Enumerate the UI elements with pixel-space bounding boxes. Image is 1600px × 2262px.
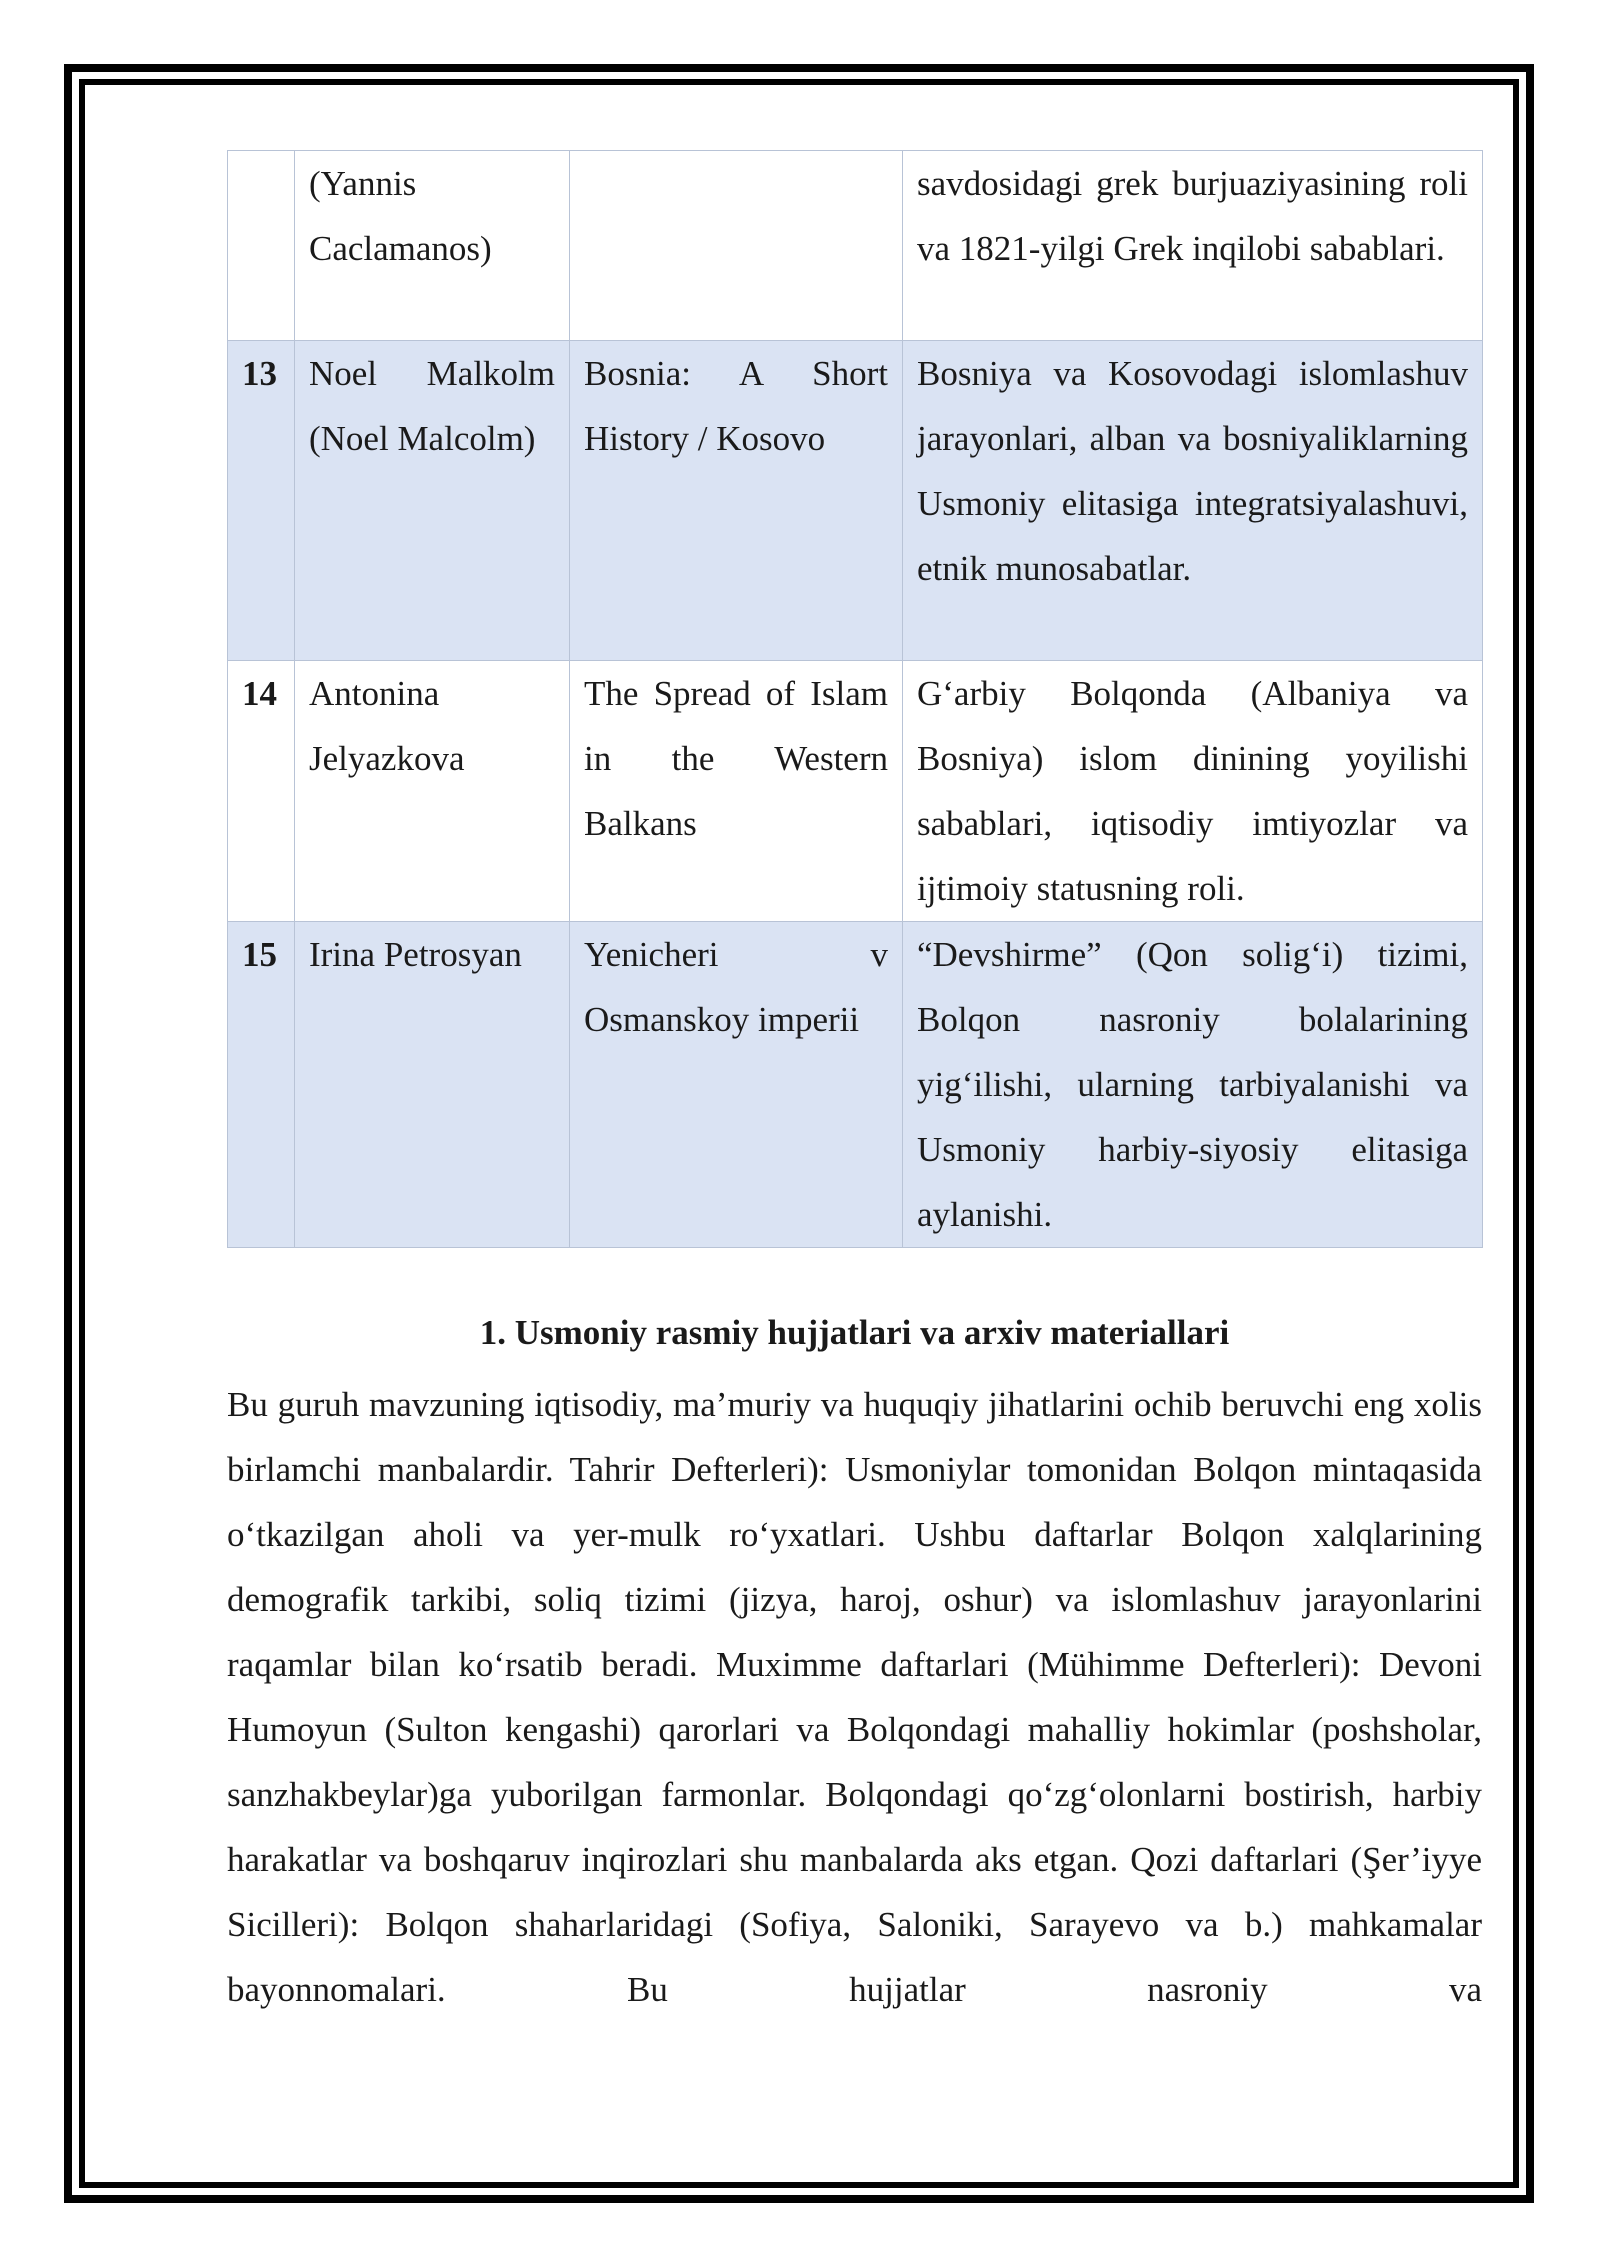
- row-description: “Devshirme” (Qon solig‘i) tizimi, Bolqon nasroniy bolalarining yig‘ilishi, ularning tarbiyalanishi va Usmoniy harbiy-siyosiy elitasiga aylanishi.: [903, 922, 1483, 1248]
- row-author: Antonina Jelyazkova: [295, 661, 570, 922]
- table-row: [228, 661, 1483, 922]
- row-title: [570, 151, 903, 341]
- row-description: G‘arbiy Bolqonda (Albaniya va Bosniya) islom dinining yoyilishi sabablari, iqtisodiy imtiyozlar va ijtimoiy statusning roli.: [903, 661, 1483, 922]
- table-row: [228, 151, 1483, 341]
- row-number: 15: [228, 922, 295, 1248]
- row-number: 14: [228, 661, 295, 922]
- row-description: Bosniya va Kosovodagi islomlashuv jarayonlari, alban va bosniyaliklarning Usmoniy elitasiga integratsiyalashuvi, etnik munosabatlar.: [903, 341, 1483, 661]
- row-number: 13: [228, 341, 295, 661]
- row-title: The Spread of Islam in the Western Balkans: [570, 661, 903, 922]
- row-author: Irina Petrosyan: [295, 922, 570, 1248]
- row-author: (Yannis Caclamanos): [295, 151, 570, 341]
- row-number: [228, 151, 295, 341]
- section-heading: 1. Usmoniy rasmiy hujjatlari va arxiv materiallari: [479, 1313, 1230, 1352]
- section-paragraph: Bu guruh mavzuning iqtisodiy, ma’muriy va huquqiy jihatlarini ochib beruvchi eng xolis birlamchi manbalardir. Tahrir Defterleri): Usmoniylar tomonidan Bolqon mintaqasida o‘tkazilgan aholi va yer-mulk ro‘yxatlari. Ushbu daftarlar Bolqon xalqlarining demografik tarkibi, soliq tizimi (jizya, haroj, oshur) va islomlashuv jarayonlarini raqamlar bilan ko‘rsatib beradi. Muximme daftarlari (Mühimme Defterleri): Devoni Humoyun (Sulton kengashi) qarorlari va Bolqondagi mahalliy hokimlar (poshsholar, sanzhakbeylar)ga yuborilgan farmonlar. Bolqondagi qo‘zg‘olonlarni bostirish, harbiy harakatlar va boshqaruv inqirozlari shu manbalarda aks etgan. Qozi daftarlari (Şer’iyye Sicilleri): Bolqon shaharlaridagi (Sofiya, Saloniki, Sarayevo va b.) mahkamalar bayonnomalari. Bu hujjatlar nasroniy va: [227, 1385, 1482, 2009]
- row-author: Noel Malkolm (Noel Malcolm): [295, 341, 570, 661]
- sources-table: [227, 150, 1483, 1248]
- table-row: [228, 341, 1483, 661]
- row-description: savdosidagi grek burjuaziyasining roli va 1821-yilgi Grek inqilobi sabablari.: [903, 151, 1483, 341]
- table-row: [228, 922, 1483, 1248]
- row-title: Bosnia: A Short History / Kosovo: [570, 341, 903, 661]
- page-content: [227, 150, 1482, 2022]
- row-title: Yenicheri v Osmanskoy imperii: [570, 922, 903, 1248]
